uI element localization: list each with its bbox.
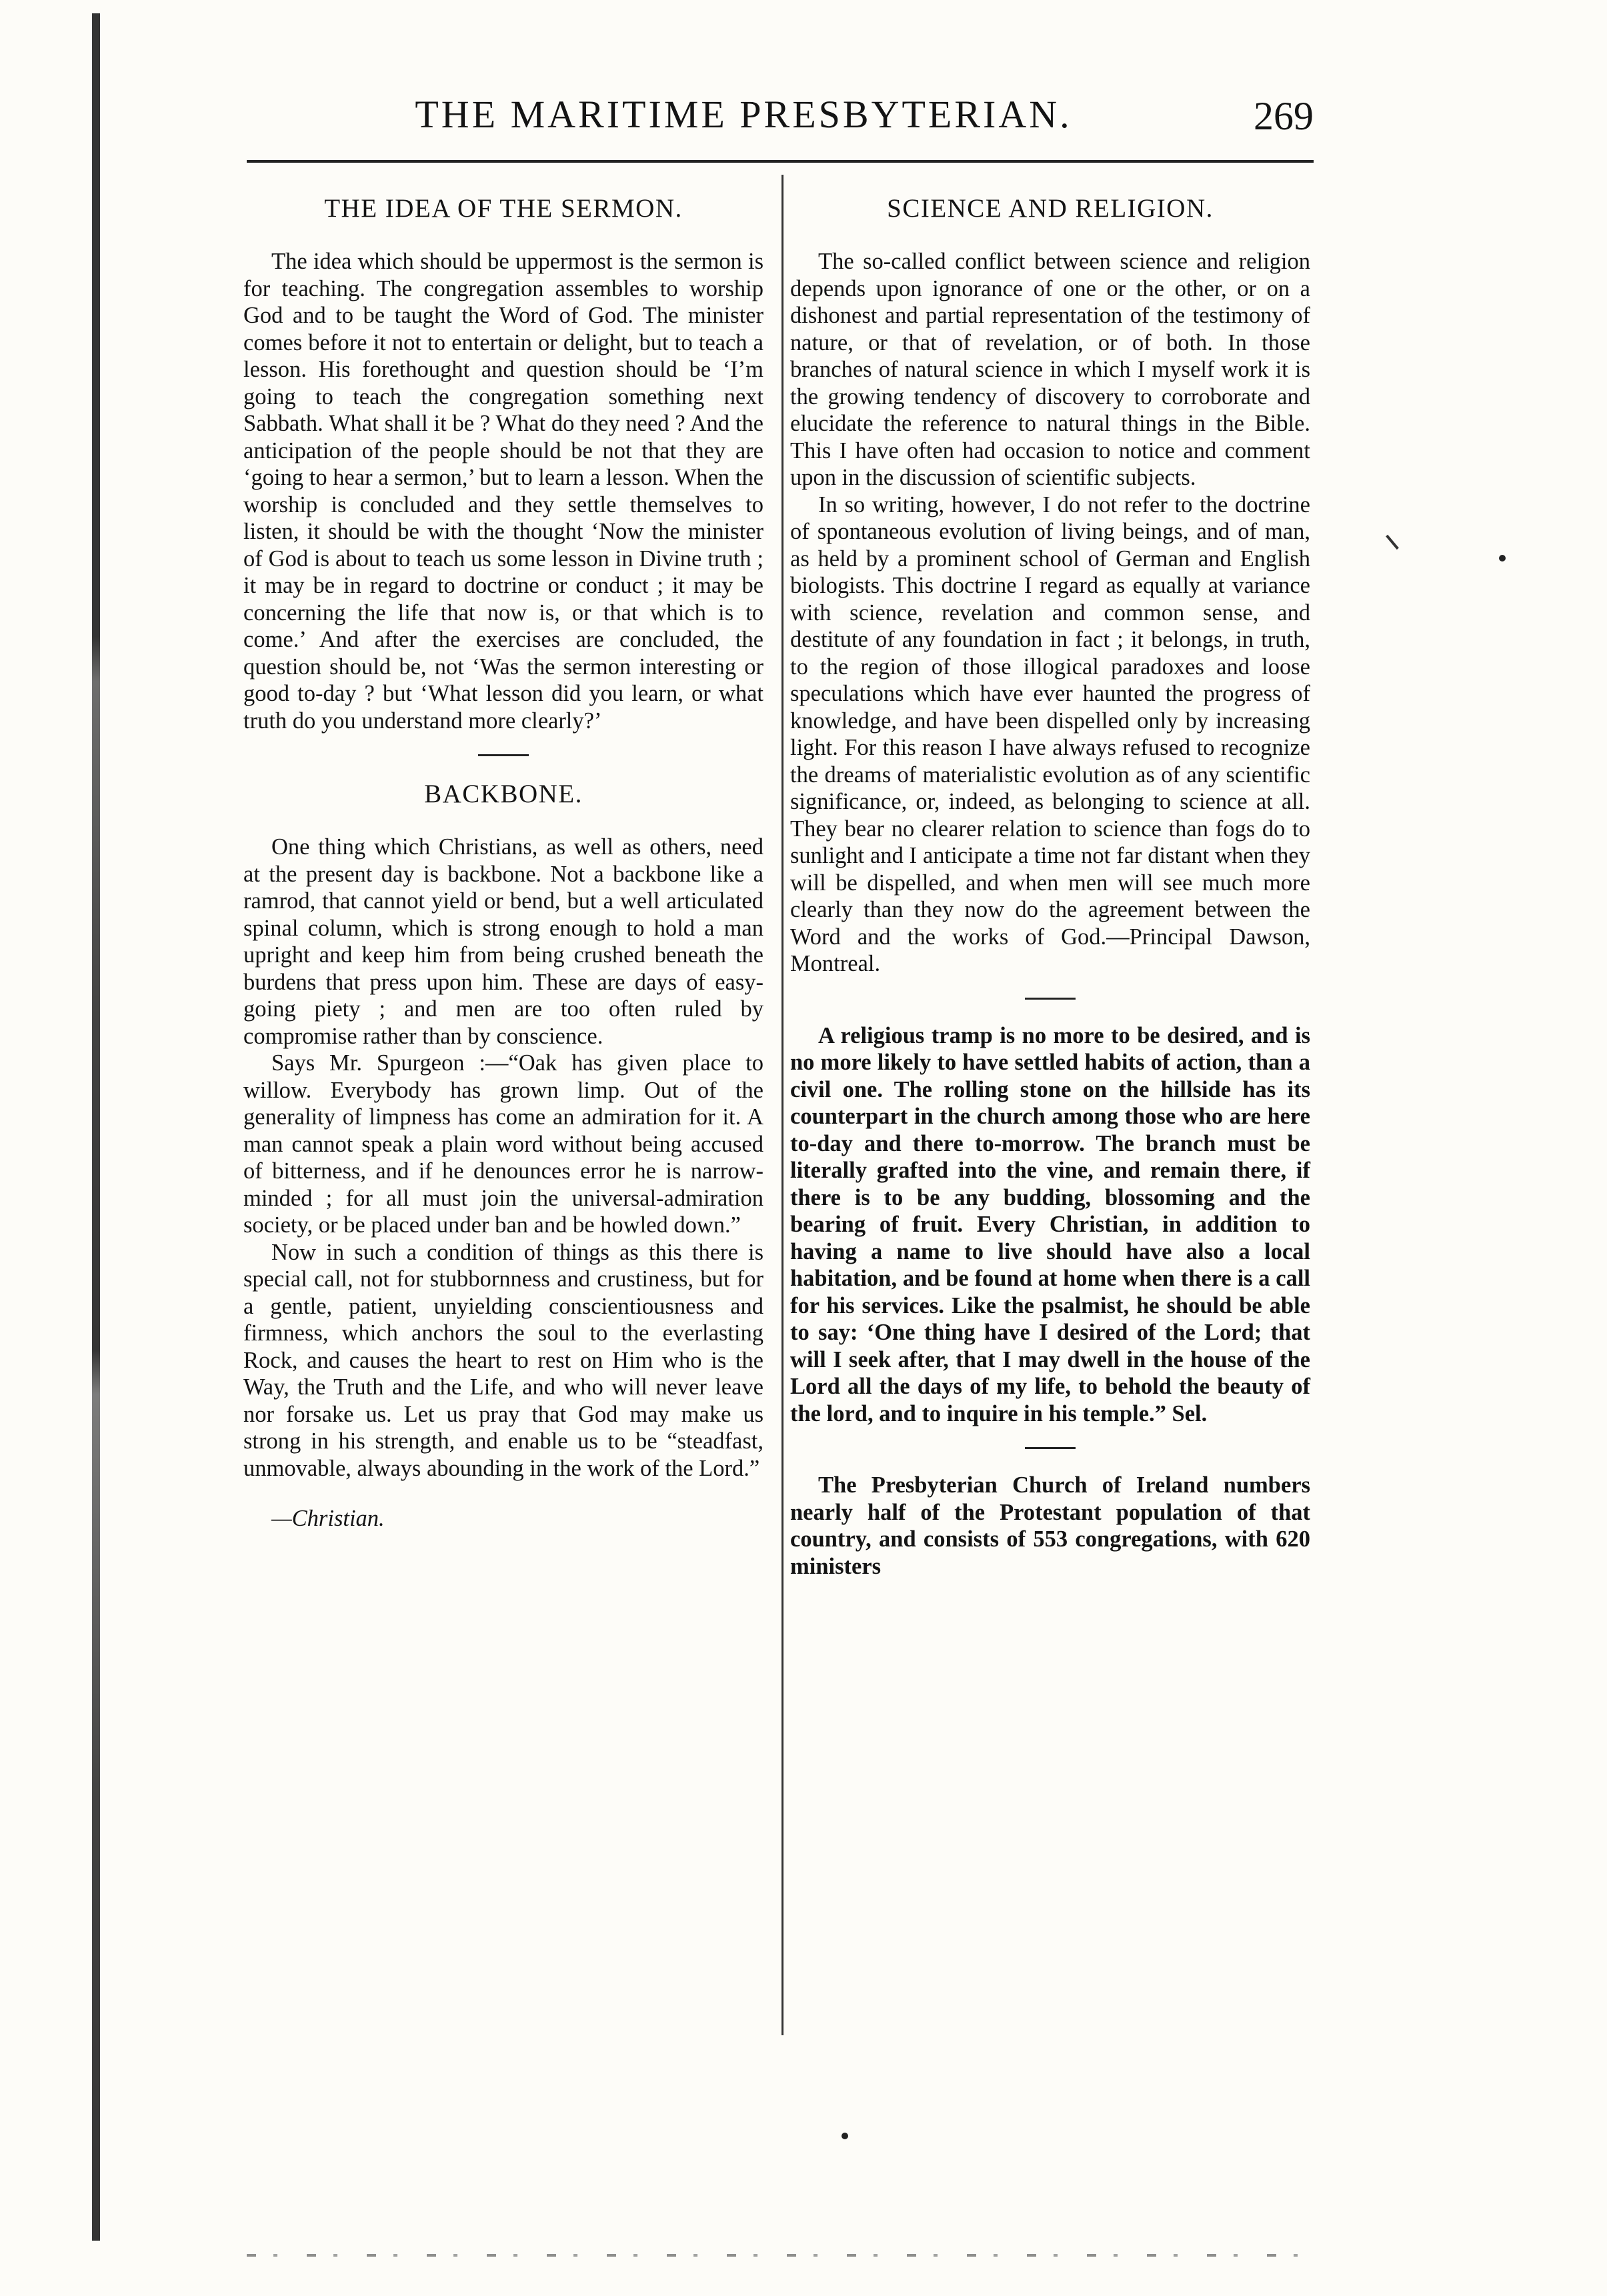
article-signoff: —Christian. xyxy=(271,1505,385,1531)
header-rule xyxy=(247,160,1314,163)
article-paragraph: One thing which Christians, as well as others, need at the present day is backbone. Not a backbone like a ramrod, that cannot yield or bend, but a well articulated spinal column, which is strong enough to hold a man upright and keep him from being crushed beneath the burdens that press upon him. These are days of easy-going piety ; and men are too often ruled by compromise rather than by conscience. xyxy=(243,834,763,1049)
page-number: 269 xyxy=(1254,94,1314,138)
right-column xyxy=(790,193,1310,1580)
article-paragraph: In so writing, however, I do not refer to the doctrine of spontaneous evolution of living beings, and of man, as held by a prominent school of German and English biologists. This doctrine I regard as equally at variance with science, revelation and common sense, and destitute of any foundation in fact ; it belongs, in truth, to the region of those illogical paradoxes and loose speculations which have ever haunted the progress of knowledge, and have been dispelled only by increasing light. For this reason I have always refused to recognize the dreams of materialistic evolution as of any scientific significance, or, indeed, as belonging to science at all. They bear no clearer relation to science than fogs do to sunlight and I anticipate a time not far distant when they will be dispelled, and when men will see much more clearly than they now do the agreement between the Word and the works of God.—Principal Dawson, Montreal. xyxy=(790,491,1310,976)
article-paragraph: A religious tramp is no more to be desired, and is no more likely to have settled habits of action, than a civil one. The rolling stone on the hillside has its counterpart in the church among those who are here to-day and there to-morrow. The branch must be literally grafted into the vine, and remain there, if there is to be any budding, blossoming and the bearing of fruit. Every Christian, in addition to having a name to live should have also a local habitation, and be found at home when there is a call for his services. Like the psalmist, he should be able to say: ‘One thing have I desired of the Lord; that will I seek after, that I may dwell in the house of the Lord all the days of my life, to behold the beauty of the lord, and to inquire in his temple.” Sel. xyxy=(790,1022,1310,1426)
running-title: THE MARITIME PRESBYTERIAN. xyxy=(415,93,1072,136)
article-heading: THE IDEA OF THE SERMON. xyxy=(324,194,683,223)
binding-edge-mark xyxy=(92,13,100,2241)
left-column xyxy=(243,193,763,1555)
section-rule xyxy=(478,754,529,756)
article-paragraph: Says Mr. Spurgeon :—“Oak has given place to willow. Everybody has grown limp. Out of the generality of limpness has come an admiration for it. A man cannot speak a plain word without being accused of bitterness, and if he denounces error he is narrow-minded ; for all must join the universal-admiration society, or be placed under ban and be howled down.” xyxy=(243,1050,763,1238)
stray-mark xyxy=(1386,535,1399,549)
stray-mark xyxy=(1499,555,1506,561)
page-header xyxy=(253,92,1314,152)
article-paragraph: The so-called conflict between science and religion depends upon ignorance of one or the other, or on a dishonest and partial representation of the testimony of nature, or that of revelation, or of both. In those branches of natural science in which I myself work it is the growing tendency of discovery to corroborate and elucidate the reference to natural things in the Bible. This I have often had occasion to notice and comment upon in the discussion of scientific subjects. xyxy=(790,249,1310,490)
article-paragraph: The Presbyterian Church of Ireland numbers nearly half of the Protestant population of that country, and consists of 553 congregations, with 620 ministers xyxy=(790,1472,1310,1579)
stray-mark xyxy=(842,2133,848,2139)
article-heading: BACKBONE. xyxy=(424,780,583,808)
column-divider xyxy=(781,175,783,2035)
article-paragraph: The idea which should be uppermost is the sermon is for teaching. The congregation assembles to worship God and to be taught the Word of God. The minister comes before it not to entertain or delight, but to teach a lesson. His forethought and question should be ‘I’m going to teach the congregation something next Sabbath. What shall it be ? What do they need ? And the anticipation of the people should be not that they are ‘going to hear a sermon,’ but to learn a lesson. When the worship is concluded and they settle themselves to listen, it should be with the thought ‘Now the minister of God is about to teach us some lesson in Divine truth ; it may be in regard to doctrine or conduct ; it may be concerning the life that now is, or that which is to come.’ And after the exercises are concluded, the question should be, not ‘Was the sermon interesting or good to-day ? but ‘What lesson did you learn, or what truth do you understand more clearly?’ xyxy=(243,249,763,734)
section-rule xyxy=(1025,998,1076,1000)
page-foot-specks xyxy=(247,2254,1314,2257)
article-heading: SCIENCE AND RELIGION. xyxy=(887,194,1214,223)
article-paragraph: Now in such a condition of things as this there is special call, not for stubbornness and crustiness, but for a gentle, patient, unyielding conscientiousness and firmness, which anchors the soul to the everlasting Rock, and causes the heart to rest on Him who is the Way, the Truth and the Life, and who will never leave nor forsake us. Let us pray that God may make us strong in his strength, and enable us to be “steadfast, unmovable, always abounding in the work of the Lord.” xyxy=(243,1239,763,1481)
section-rule xyxy=(1025,1447,1076,1449)
